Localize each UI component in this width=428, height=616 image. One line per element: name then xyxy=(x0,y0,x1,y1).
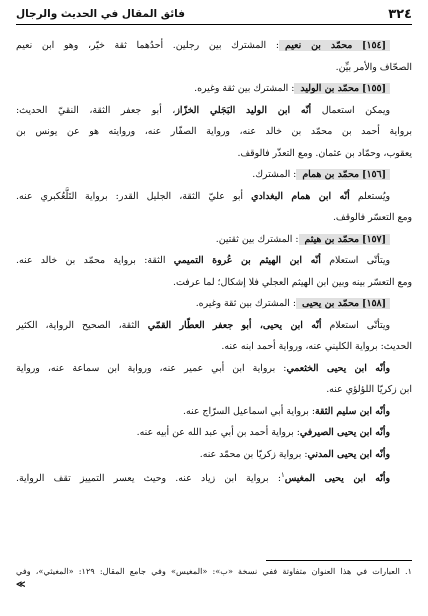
footnote-text: ١. العبارات في هذا العنوان متفاوتة ففي نسخة «ب»: «المغيس» وفي جامع المقال: ١٢٩: «المغيثي»، وفي xyxy=(16,566,412,576)
narrator-name: أنّه ابن الوليد البَجَلي الخزّاز xyxy=(175,104,312,116)
running-header xyxy=(16,4,412,25)
entry-text: الثقة: برواية محمّد بن خالد عنه. xyxy=(16,255,174,266)
entry-text: ويمكن استعمال xyxy=(321,104,390,116)
entry-text-line: يعقوب، وحمّاد بن عثمان. ومع التعذّر فالوقف. xyxy=(237,147,412,159)
page-body xyxy=(16,35,412,487)
entry-158-heading xyxy=(16,293,412,315)
entry-text-line: برواية أحمد بن محمّد بن خالد عنه، ورواية الصفّار عنه، وروايته هو عن يونس بن xyxy=(16,126,412,137)
entry-name: محمّد بن الوليد xyxy=(300,83,360,94)
narrator-name: وأنّه ابن يحيى الصيرفي xyxy=(299,427,390,438)
entry-text: : المشترك بين ثقة وغيره. xyxy=(195,298,297,309)
entry-157-heading xyxy=(16,229,412,251)
entry-paragraph xyxy=(16,444,412,466)
entry-name: محمّد بن همام xyxy=(302,169,360,180)
entry-number: [١٥٤] xyxy=(362,40,386,51)
entry-text: الثقة، الصحيح الرواية، الكثير xyxy=(16,319,148,331)
footnote-marker: ١ xyxy=(281,471,285,479)
entry-text: أبو عليّ الثقة، الجليل القدر: برواية التَلَّعُكبري عنه. xyxy=(16,190,252,202)
entry-paragraph xyxy=(16,186,412,208)
entry-number: [١٥٨] xyxy=(362,298,386,309)
entry-text: : برواية ابن زياد عنه. وحيث يعسر التمييز تقف الرواية. xyxy=(16,473,281,485)
entry-155-heading xyxy=(16,78,412,100)
footnote-continuation-mark: ≪ xyxy=(16,580,26,590)
entry-text: : برواية ابن أبي عمير عنه، ورواية ابن سماعة عنه، ورواية xyxy=(16,362,287,374)
narrator-name: وأنّه ابن يحيى المغيس xyxy=(284,473,390,485)
entry-paragraph xyxy=(16,422,412,444)
narrator-name: وأنّه ابن سليم الثقة xyxy=(315,405,390,417)
entry-number: [١٥٦] xyxy=(362,169,386,180)
entry-text: : المشترك. xyxy=(252,169,297,180)
narrator-name: وأنّه ابن يحيى المدني xyxy=(307,448,390,460)
entry-text: ويتأتّى استعلام xyxy=(329,319,391,331)
book-title: فائق المقال في الحديث والرجال xyxy=(16,8,185,20)
entry-text-line: الصحّاف والأمر بيِّن. xyxy=(335,61,412,73)
entry-text: : المشترك بين ثقتين. xyxy=(215,233,299,245)
entry-name: محمّد بن يحيى xyxy=(302,298,360,309)
entry-paragraph xyxy=(16,401,412,423)
entry-text-line: الحديث: برواية الكليني عنه، ورواية أحمد ابنه عنه. xyxy=(221,341,412,352)
entry-paragraph xyxy=(16,315,412,337)
entry-text-line: ومع التعسّر بينه وبين ابن الهيثم العجلي فلا إشكال؛ لما عرفت. xyxy=(173,276,412,288)
entry-name: محمّد بن هيثم xyxy=(304,233,360,245)
entry-number: [١٥٥] xyxy=(362,83,386,94)
entry-154-heading xyxy=(16,35,412,57)
narrator-name: وأنّه ابن يحيى الخثعمي xyxy=(286,362,390,374)
entry-156-heading xyxy=(16,164,412,186)
entry-text: ، أبو جعفر الثقة، النقيّ الحديث: xyxy=(16,104,176,116)
entry-name: محمّد بن نعيم xyxy=(284,40,353,51)
entry-paragraph xyxy=(16,250,412,272)
entry-text: : برواية أحمد بن أبي عبد الله عن أبيه عنه. xyxy=(136,427,300,438)
narrator-name: أنّه ابن الهيثم بن عُروة التميمي xyxy=(173,255,321,266)
entry-paragraph xyxy=(16,100,412,122)
entry-text: : المشترك بين رجلين. أحدُهما ثقة خيّر، وهو ابن نعيم xyxy=(16,40,279,51)
entry-number: [١٥٧] xyxy=(362,233,386,245)
entry-text-line: ومع التعسّر فالوقف. xyxy=(332,212,412,223)
narrator-name: أنّه ابن همام البغدادي xyxy=(251,190,350,202)
entry-text-line: ابن زكريّا اللؤلؤي عنه. xyxy=(326,384,412,395)
entry-text: : برواية زكريّا بن محمّد عنه. xyxy=(199,448,308,460)
entry-text: : برواية أبي اسماعيل السرّاج عنه. xyxy=(183,405,315,417)
page-number: ٣٢٤ xyxy=(388,6,412,22)
footnote-rule xyxy=(266,560,412,561)
entry-text: : المشترك بين ثقة وغيره. xyxy=(194,83,295,94)
entry-text: ويتأتّى استعلام xyxy=(329,255,390,266)
entry-paragraph xyxy=(16,358,412,380)
entry-text: ويُستعلم xyxy=(357,190,391,202)
entry-paragraph xyxy=(16,465,412,487)
narrator-name: أنّه ابن يحيى، أبو جعفر العطّار القمّي xyxy=(147,319,322,331)
